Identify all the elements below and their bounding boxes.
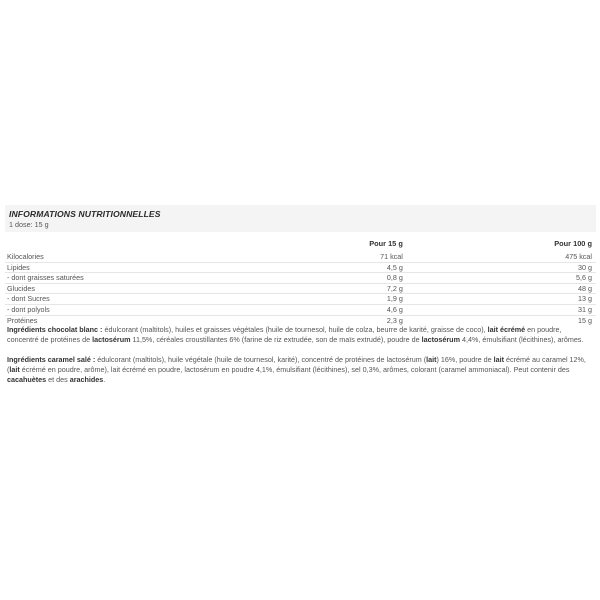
table-row [5, 283, 596, 294]
ingredient-text: . [103, 375, 106, 385]
table-row [5, 262, 596, 273]
nutrient-label: - dont polyols [5, 304, 312, 315]
nutrition-header [5, 205, 596, 232]
column-header-label [5, 238, 312, 251]
ingredient-highlight: lait écrémé [487, 325, 526, 335]
ingredient-text: et des [46, 375, 70, 385]
value-per-dose: 71 kcal [380, 252, 403, 261]
value-per-100: 30 g [407, 262, 596, 273]
value-per-100: 475 kcal [565, 252, 592, 261]
column-header-per-dose: Pour 15 g [369, 239, 403, 248]
nutrition-table [5, 238, 596, 325]
value-per-dose: 2,3 g [312, 315, 407, 325]
table-row [5, 304, 596, 315]
nutrient-label: Protéines [5, 315, 312, 325]
ingredient-highlight: Ingrédients chocolat blanc : [7, 325, 103, 335]
ingredients-salted-caramel [5, 355, 596, 385]
value-per-dose: 4,6 g [312, 304, 407, 315]
nutrition-panel [5, 205, 596, 385]
value-per-dose: 0,8 g [312, 273, 407, 284]
ingredient-text: écrémé au caramel 12%, ( [7, 355, 586, 375]
table-row [5, 251, 596, 262]
ingredient-text: 4,4%, émulsifiant (lécithines), arômes. [459, 335, 584, 345]
table-row [5, 315, 596, 325]
value-per-100: 15 g [407, 315, 596, 325]
ingredient-text: écrémé en poudre, arôme), lait écrémé en poudre, lactosérum en poudre 4,1%, émulsifiant (lécithines), sel 0,3%, arômes, colorant (caramel ammoniacal). Peut contenir des [19, 365, 570, 375]
ingredient-highlight: cacahuètes [7, 375, 47, 385]
dose-info: 1 dose: 15 g [9, 220, 49, 229]
column-header-per-100: Pour 100 g [554, 239, 592, 248]
ingredient-text: 11,5%, céréales croustillantes 6% (farine de riz extrudée, son de maïs extrudé), poudre de [130, 335, 422, 345]
nutrient-label: - dont Sucres [5, 294, 312, 305]
nutrient-label: - dont graisses saturées [5, 273, 312, 284]
value-per-100: 48 g [407, 283, 596, 294]
ingredient-text: édulcorant (maltitols), huiles et graisses végétales (huile de tournesol, huile de colza, beurre de karité, graisse de coco), [102, 325, 488, 335]
ingredients-white-chocolate [5, 325, 596, 345]
ingredient-text: en poudre, concentré de protéines de [7, 325, 562, 345]
value-per-100: 31 g [407, 304, 596, 315]
table-header-row [5, 238, 596, 251]
ingredient-highlight: lait [493, 355, 505, 365]
nutrient-label: Kilocalories [7, 252, 44, 261]
ingredient-highlight: lactosérum [92, 335, 131, 345]
table-row [5, 294, 596, 305]
ingredient-highlight: Ingrédients caramel salé : [7, 355, 96, 365]
ingredient-highlight: lait [9, 365, 20, 375]
value-per-dose: 1,9 g [312, 294, 407, 305]
nutrient-label: Glucides [5, 283, 312, 294]
nutrient-label: Lipides [5, 262, 312, 273]
nutrition-title: INFORMATIONS NUTRITIONNELLES [9, 209, 161, 219]
ingredient-text: édulcorant (maltitols), huile végétale (huile de tournesol, karité), concentré de protéines de lactosérum ( [95, 355, 427, 365]
table-row [5, 273, 596, 284]
value-per-dose: 7,2 g [312, 283, 407, 294]
value-per-dose: 4,5 g [312, 262, 407, 273]
ingredient-text: ) 16%, poudre de [436, 355, 494, 365]
ingredient-highlight: lactosérum [421, 335, 460, 345]
ingredient-highlight: arachides [69, 375, 104, 385]
value-per-100: 13 g [407, 294, 596, 305]
value-per-100: 5,6 g [407, 273, 596, 284]
table-body [5, 251, 596, 325]
ingredient-highlight: lait [426, 355, 437, 365]
